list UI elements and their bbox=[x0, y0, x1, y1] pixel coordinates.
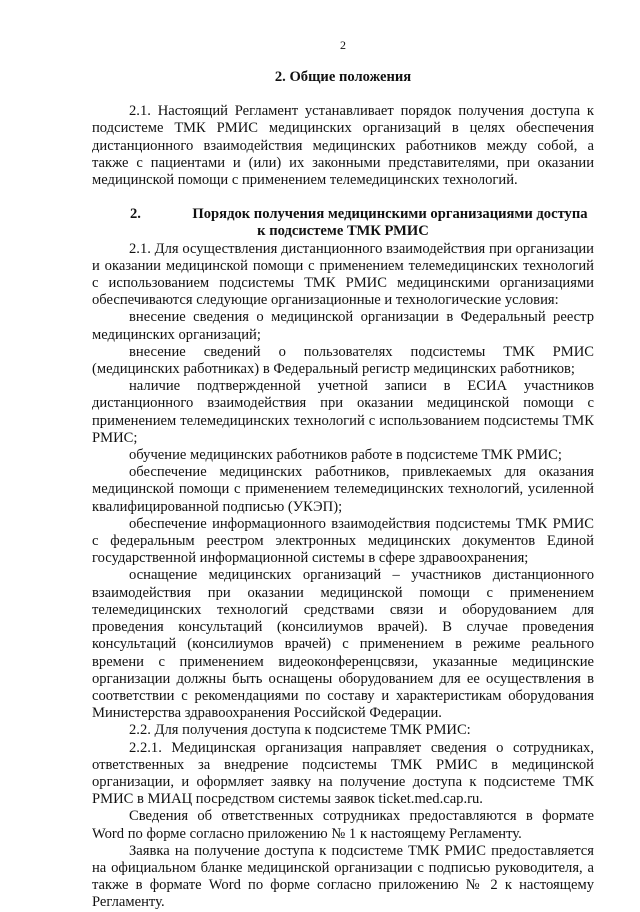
section-2-paragraph: 2.2. Для получения доступа к подсистеме ТМК РМИС: bbox=[129, 722, 471, 739]
section-2-paragraph: оснащение медицинских организаций – участников дистанционного взаимодействия при оказании медицинской помощи с применением телемедицинских технологий средствами связи и оборудованием для проведения консультаций (консилиумов врачей). В случае проведения консультаций (консилиумов врачей) с применением в режиме реального времени с применением видеоконференцсвязи, указанные медицинские организации должны быть оснащены оборудованием для ее осуществления в соответствии с рекомендациями по составу и характеристикам оборудования Министерства здравоохранения Российской Федерации. bbox=[92, 567, 594, 722]
section-2-paragraph: наличие подтвержденной учетной записи в ЕСИА участников дистанционного взаимодействия при оказании медицинской помощи с применением телемедицинских технологий с использованием подсистемы ТМК РМИС; bbox=[92, 378, 594, 446]
section-2-paragraph: обеспечение медицинских работников, привлекаемых для оказания медицинской помощи с применением телемедицинских технологий, усиленной квалифицированной подписью (УКЭП); bbox=[92, 464, 594, 515]
section-2-paragraph: Заявка на получение доступа к подсистеме ТМК РМИС предоставляется на официальном бланке медицинской организации с подписью руководителя, а также в формате Word по форме согласно приложению № 2 к настоящему Регламенту. bbox=[92, 842, 594, 911]
section-2-paragraph: внесение сведения о медицинской организации в Федеральный реестр медицинских организаций; bbox=[92, 309, 594, 343]
section-2-paragraph: Сведения об ответственных сотрудниках предоставляются в формате Word по форме согласно приложению № 1 к настоящему Регламенту. bbox=[92, 808, 594, 842]
section-spacer bbox=[92, 189, 594, 206]
section-2-paragraph: внесение сведений о пользователях подсистемы ТМК РМИС (медицинских работниках) в Федеральный регистр медицинских работников; bbox=[92, 343, 594, 378]
section-2-title-row bbox=[92, 206, 594, 223]
section-2-body bbox=[92, 241, 594, 912]
section-2-paragraph: 2.2.1. Медицинская организация направляет сведения о сотрудниках, ответственных за внедрение подсистемы ТМК РМИС в медицинской организации, и оформляет заявку на получение доступа к подсистеме ТМК РМИС в МИАЦ посредством системы заявок ticket.med.cap.ru. bbox=[92, 739, 594, 808]
section-1-paragraph: 2.1. Настоящий Регламент устанавливает порядок получения доступа к подсистеме ТМК РМИС медицинских организаций в целях обеспечения дистанционного взаимодействия медицинских работников между собой, а также с пациентами и (или) их законными представителями, при оказании медицинской помощи с применением телемедицинских технологий. bbox=[92, 103, 594, 189]
section-1-title: 2. Общие положения bbox=[274, 69, 412, 85]
section-2-paragraph: 2.1. Для осуществления дистанционного взаимодействия при организации и оказании медицинской помощи с применением телемедицинских технологий с использованием подсистемы ТМК РМИС медицинскими организациями обеспечиваются следующие организационные и технологические условия: bbox=[92, 240, 594, 309]
section-2-number: 2. bbox=[130, 206, 141, 223]
section-2-paragraph: обеспечение информационного взаимодействия подсистемы ТМК РМИС с федеральным реестром электронных медицинских документов Единой государственной информационной системы в сфере здравоохранения; bbox=[92, 515, 594, 567]
section-2-paragraph: обучение медицинских работников работе в подсистеме ТМК РМИС; bbox=[129, 447, 562, 464]
section-2-title-line-1: Порядок получения медицинскими организациями доступа bbox=[192, 206, 588, 223]
section-2-title bbox=[92, 206, 594, 240]
section-2-title-line-2: к подсистеме ТМК РМИС bbox=[257, 223, 429, 240]
page-number: 2 bbox=[340, 38, 346, 52]
